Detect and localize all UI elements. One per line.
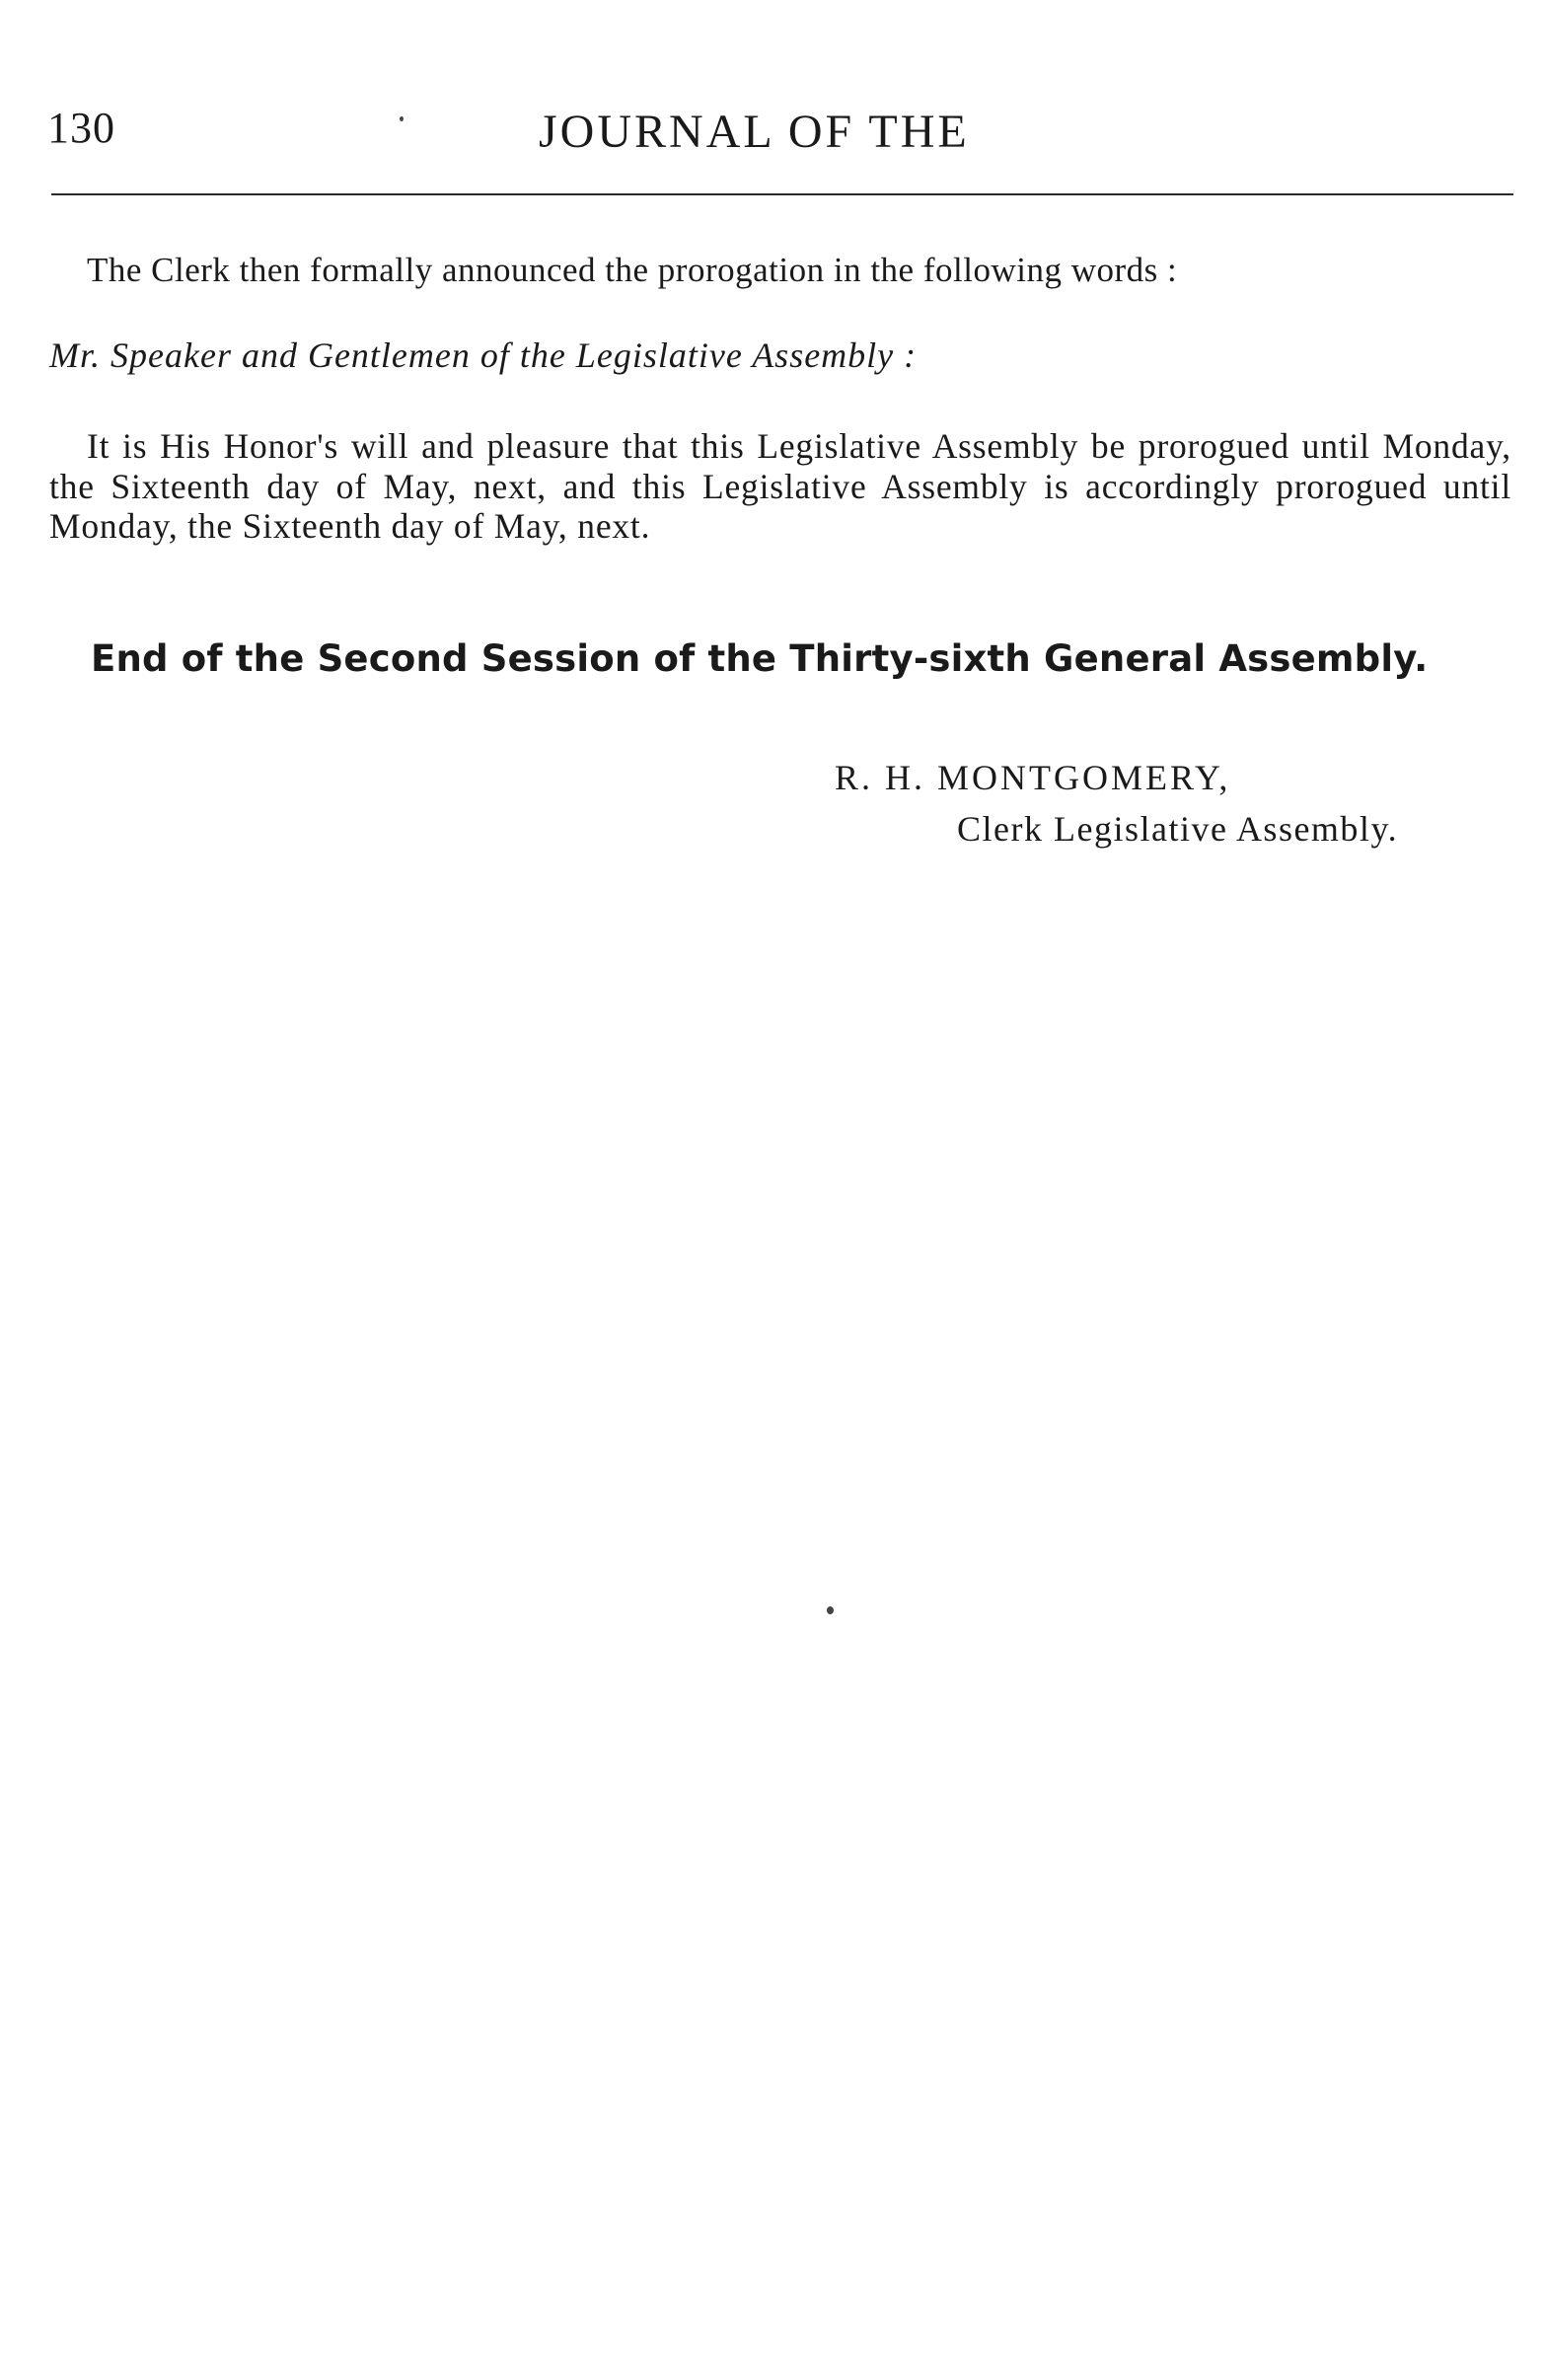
signature-title: Clerk Legislative Assembly. xyxy=(957,809,1399,849)
page-number: 130 xyxy=(47,104,115,152)
print-speck xyxy=(400,116,404,121)
salutation: Mr. Speaker and Gentlemen of the Legislative Assembly : xyxy=(49,335,918,375)
session-end-heading: End of the Second Session of the Thirty-sixth General Assembly. xyxy=(91,637,1429,680)
print-speck xyxy=(827,1606,834,1614)
signature-name: R. H. MONTGOMERY, xyxy=(835,758,1231,797)
running-head: JOURNAL OF THE xyxy=(539,106,970,158)
intro-line: The Clerk then formally announced the prorogation in the following words : xyxy=(87,251,1178,289)
header-rule xyxy=(51,193,1513,195)
proclamation-paragraph: It is His Honor's will and pleasure that this Legislative Assembly be prorogued until Monday, the Sixteenth day of May, next, and this Legislative Assembly is accordingly prorogued until Monday, the Sixteenth day of May, next. xyxy=(49,426,1511,546)
